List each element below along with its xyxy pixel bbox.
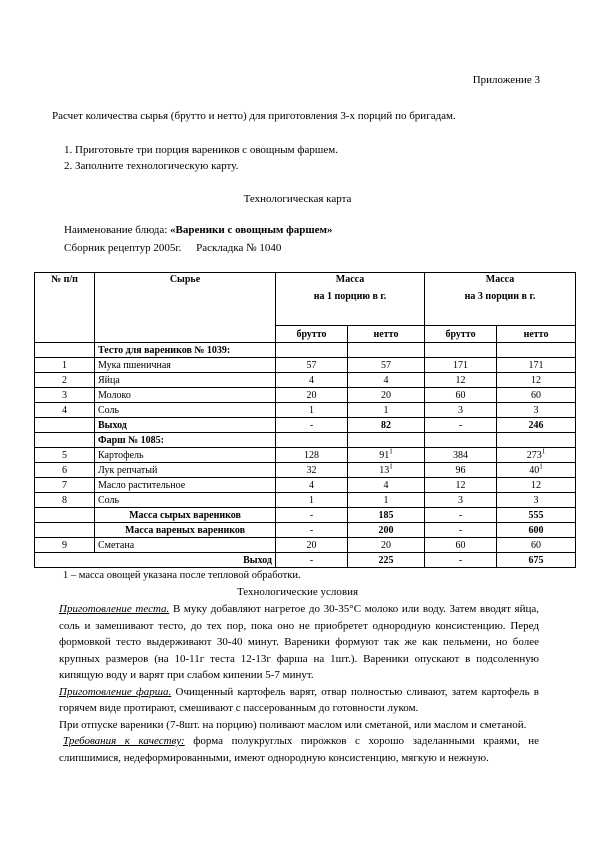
row-netto-1: 4 — [348, 373, 425, 388]
row-netto-1: 20 — [348, 538, 425, 553]
col-header-number: № п/п — [35, 273, 95, 343]
dish-label: Наименование блюда: — [64, 224, 168, 236]
table-row — [35, 478, 576, 493]
row-netto-3: 171 — [497, 358, 576, 373]
netto-1-header: нетто — [348, 326, 425, 343]
row-number: 6 — [35, 463, 95, 478]
row-netto-3: 60 — [497, 388, 576, 403]
section-dough: Тесто для вареников № 1039: — [95, 343, 276, 358]
row-netto-3: 12 — [497, 478, 576, 493]
table-row — [35, 493, 576, 508]
col-header-mass-3 — [425, 273, 576, 326]
row-number: 5 — [35, 448, 95, 463]
footnote-mark: 1 — [539, 462, 543, 471]
row-netto-1: 225 — [348, 553, 425, 568]
table-row — [35, 373, 576, 388]
task-steps — [64, 142, 338, 174]
netto-value: 13 — [379, 464, 390, 476]
table-row — [35, 448, 576, 463]
row-number: 7 — [35, 478, 95, 493]
row-brutto-3: - — [425, 523, 497, 538]
row-brutto-3: 60 — [425, 388, 497, 403]
cooked-mass-row — [35, 523, 576, 538]
appendix-label: Приложение 3 — [472, 74, 540, 86]
row-brutto-3: 60 — [425, 538, 497, 553]
row-brutto-1: 128 — [276, 448, 348, 463]
row-brutto-1: - — [276, 553, 348, 568]
section-row-filling — [35, 433, 576, 448]
brutto-3-header: брутто — [425, 326, 497, 343]
row-name: Масса сырых вареников — [95, 508, 276, 523]
row-name: Масло растительное — [95, 478, 276, 493]
row-brutto-3: 3 — [425, 493, 497, 508]
row-netto-3: 600 — [497, 523, 576, 538]
table-row — [35, 403, 576, 418]
row-number: 1 — [35, 358, 95, 373]
row-brutto-3: 3 — [425, 403, 497, 418]
row-name: Картофель — [95, 448, 276, 463]
footnote-mark: 1 — [389, 462, 393, 471]
mass-3-line2: на 3 порции в г. — [464, 291, 536, 302]
row-name: Молоко — [95, 388, 276, 403]
netto-value: 40 — [529, 464, 540, 476]
row-netto-3: 60 — [497, 538, 576, 553]
table-row — [35, 538, 576, 553]
table-row — [35, 388, 576, 403]
filling-text: Очищенный картофель варят, отвар полностью сливают, затем картофель в горячем виде протирают, смешивают с пассерованным до готовности луком. — [59, 685, 539, 714]
task-step-1: 1. Приготовьте три порция вареников с овощным фаршем. — [64, 144, 338, 156]
table-header-row — [35, 273, 576, 326]
row-brutto-1: - — [276, 418, 348, 433]
row-name: Соль — [95, 493, 276, 508]
mass-1-line2: на 1 порцию в г. — [313, 291, 387, 302]
row-brutto-3: 12 — [425, 373, 497, 388]
row-brutto-3: 171 — [425, 358, 497, 373]
dough-text: В муку добавляют нагретое до 30-35°С молоко или воду. Затем вводят яйца, соль и замешивают тесто, до тех пор, пока оно не приобретет однородную консистенцию. Перед формовкой тесто выдерживают 30-40 минут. Вареники формуют так же как пельмени, но более крупных размеров (на 10-11г теста 12-13г фарша на 1шт.). Вареники опускают в подсоленную кипящую воду и варят при слабом кипении 5-7 минут. — [59, 603, 540, 681]
netto-value: 273 — [526, 449, 542, 461]
task-step-2: 2. Заполните технологическую карту. — [64, 160, 239, 172]
row-brutto-1: 1 — [276, 403, 348, 418]
total-output-row — [35, 553, 576, 568]
dish-line — [64, 224, 333, 236]
row-brutto-1: - — [276, 523, 348, 538]
row-netto-1: 185 — [348, 508, 425, 523]
row-brutto-1: 20 — [276, 388, 348, 403]
footnote: 1 – масса овощей указана после тепловой обработки. — [63, 570, 301, 581]
row-brutto-3: - — [425, 508, 497, 523]
filling-paragraph — [59, 684, 539, 717]
collection-line — [64, 242, 281, 254]
row-number: 3 — [35, 388, 95, 403]
row-netto-3: 675 — [497, 553, 576, 568]
row-netto-3: 12 — [497, 373, 576, 388]
row-netto-1 — [348, 448, 425, 463]
row-netto-1: 20 — [348, 388, 425, 403]
row-netto-1: 1 — [348, 403, 425, 418]
calculation-title: Расчет количества сырья (брутто и нетто) для приготовления 3-х порций по бригадам. — [52, 110, 456, 122]
row-brutto-1: 4 — [276, 373, 348, 388]
row-name: Соль — [95, 403, 276, 418]
row-netto-1 — [348, 463, 425, 478]
row-netto-3 — [497, 448, 576, 463]
row-netto-1: 200 — [348, 523, 425, 538]
row-brutto-1: - — [276, 508, 348, 523]
row-number: 4 — [35, 403, 95, 418]
footnote-mark: 1 — [389, 447, 393, 456]
filling-lead: Приготовление фарша. — [59, 685, 172, 698]
row-number: 9 — [35, 538, 95, 553]
row-number — [35, 418, 95, 433]
row-netto-1: 57 — [348, 358, 425, 373]
dish-name: «Вареники с овощным фаршем» — [170, 224, 333, 236]
row-name: Мука пшеничная — [95, 358, 276, 373]
netto-3-header: нетто — [497, 326, 576, 343]
row-brutto-1: 32 — [276, 463, 348, 478]
section-filling: Фарш № 1085: — [95, 433, 276, 448]
row-netto-1: 1 — [348, 493, 425, 508]
row-number: 2 — [35, 373, 95, 388]
col-header-raw: Сырье — [95, 273, 276, 343]
footnote-mark: 1 — [541, 447, 546, 456]
mass-1-line1: Масса — [335, 274, 365, 285]
conditions-text — [59, 601, 539, 766]
row-brutto-3: 384 — [425, 448, 497, 463]
layout-number: Раскладка № 1040 — [196, 242, 282, 254]
row-brutto-3: 12 — [425, 478, 497, 493]
row-netto-3: 555 — [497, 508, 576, 523]
col-header-mass-1 — [276, 273, 425, 326]
row-name: Яйца — [95, 373, 276, 388]
row-netto-3 — [497, 463, 576, 478]
row-name: Лук репчатый — [95, 463, 276, 478]
tech-card-table — [34, 272, 576, 568]
dough-lead: Приготовление теста. — [59, 603, 170, 615]
row-netto-3: 246 — [497, 418, 576, 433]
row-name: Сметана — [95, 538, 276, 553]
dough-output-row — [35, 418, 576, 433]
row-name: Масса вареных вареников — [95, 523, 276, 538]
row-number: 8 — [35, 493, 95, 508]
row-brutto-1: 4 — [276, 478, 348, 493]
row-brutto-1: 57 — [276, 358, 348, 373]
row-netto-3: 3 — [497, 403, 576, 418]
raw-mass-row — [35, 508, 576, 523]
row-brutto-1: 20 — [276, 538, 348, 553]
row-netto-1: 4 — [348, 478, 425, 493]
table-row — [35, 463, 576, 478]
quality-lead: Требования к качеству: — [63, 735, 185, 747]
serving-paragraph: При отпуске вареники (7-8шт. на порцию) поливают маслом или сметаной, или маслом и сметаной. — [59, 718, 527, 731]
row-netto-1: 82 — [348, 418, 425, 433]
total-output-label: Выход — [35, 553, 276, 568]
collection-source: Сборник рецептур 2005г. — [64, 242, 182, 254]
row-brutto-3: 96 — [425, 463, 497, 478]
row-netto-3: 3 — [497, 493, 576, 508]
tech-card-title: Технологическая карта — [243, 193, 352, 205]
table-row — [35, 358, 576, 373]
row-brutto-3: - — [425, 418, 497, 433]
row-name: Выход — [95, 418, 276, 433]
quality-paragraph — [59, 733, 539, 766]
conditions-title: Технологические условия — [236, 586, 359, 598]
quality-text: форма полукруглых пирожков с хорошо заделанными краями, не слипшимися, недеформированными, имеют однородную консистенцию, мягкую и нежную. — [59, 735, 539, 764]
row-brutto-1: 1 — [276, 493, 348, 508]
dough-paragraph — [59, 601, 539, 684]
brutto-1-header: брутто — [276, 326, 348, 343]
mass-3-line1: Масса — [485, 274, 515, 285]
section-row-dough — [35, 343, 576, 358]
netto-value: 91 — [379, 449, 390, 461]
row-brutto-3: - — [425, 553, 497, 568]
